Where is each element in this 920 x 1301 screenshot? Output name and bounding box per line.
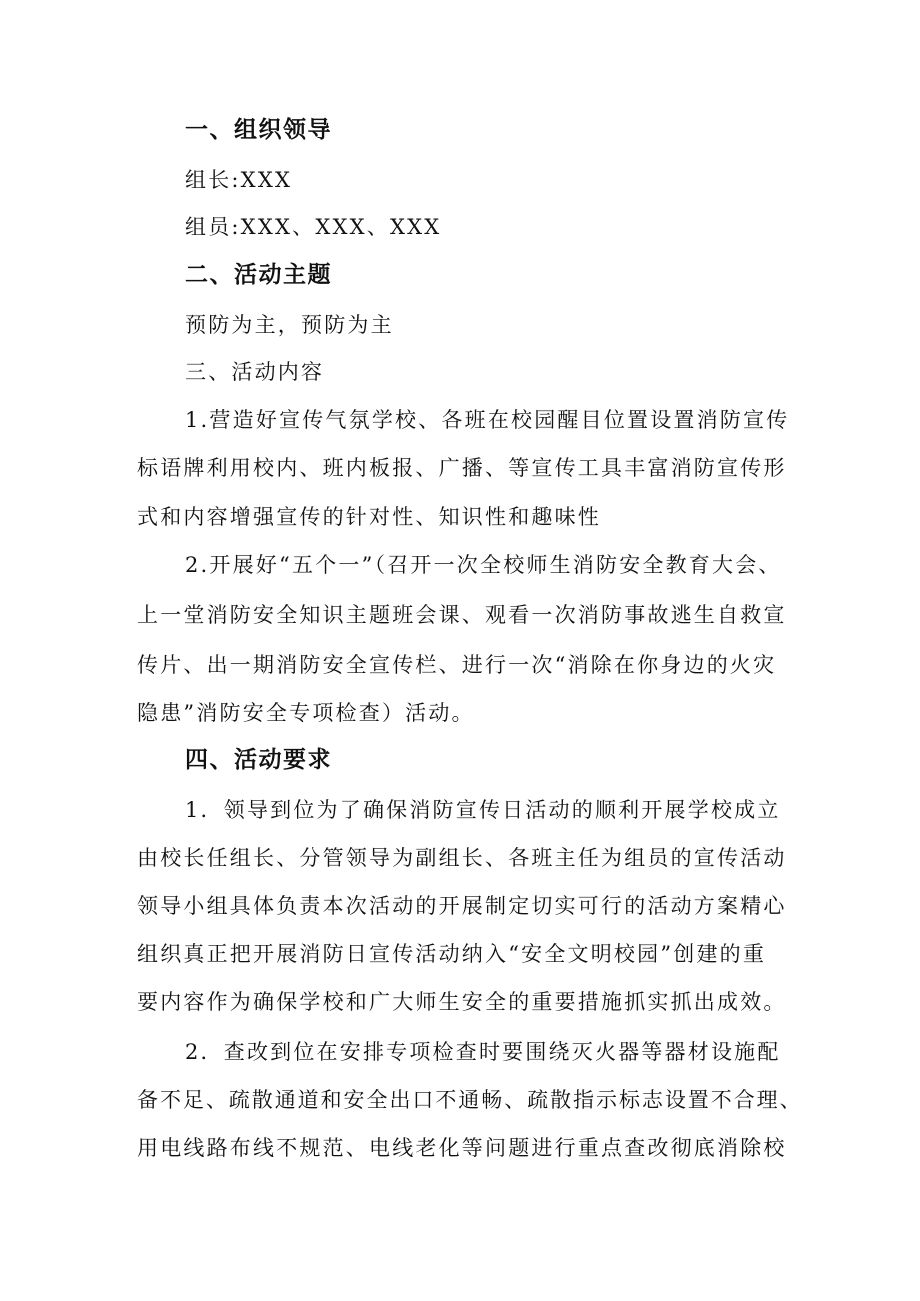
requirement-item1-line2: 由校长任组长、分管领导为副组长、各班主任为组员的宣传活动	[137, 846, 787, 870]
content-item1-line1: 1.营造好宣传气氛学校、各班在校园醒目位置设置消防宣传	[185, 408, 790, 432]
requirement-item1-line1: 1．领导到位为了确保消防宣传日活动的顺利开展学校成立	[185, 798, 781, 822]
section-3-heading: 三、活动内容	[185, 360, 325, 384]
requirement-item2-line2: 备不足、疏散通道和安全出口不通畅、疏散指示标志设置不合理、	[137, 1088, 803, 1112]
leader-line: 组长:XXX	[185, 168, 293, 192]
content-item1-line2: 标语牌利用校内、班内板报、广播、等宣传工具丰富消防宣传形	[137, 456, 787, 480]
section-1-heading: 一、组织领导	[185, 117, 332, 143]
content-item2-line2: 上一堂消防安全知识主题班会课、观看一次消防事故逃生自救宣	[137, 603, 787, 627]
section-4-heading: 四、活动要求	[185, 747, 332, 773]
content-item1-line3: 式和内容增强宣传的针对性、知识性和趣味性	[137, 505, 601, 529]
requirement-item1-line3: 领导小组具体负责本次活动的开展制定切实可行的活动方案精心	[137, 894, 787, 918]
content-item2-line4: 隐患”消防安全专项检查）活动。	[137, 701, 475, 725]
requirement-item2-line1: 2．查改到位在安排专项检查时要围绕灭火器等器材设施配	[185, 1040, 781, 1064]
members-line: 组员:XXX、XXX、XXX	[185, 215, 442, 239]
requirement-item1-line4: 组织真正把开展消防日宣传活动纳入“安全文明校园”创建的重	[137, 942, 767, 966]
requirement-item2-line3: 用电线路布线不规范、电线老化等问题进行重点查改彻底消除校	[137, 1136, 787, 1160]
theme-line: 预防为主，预防为主	[185, 313, 394, 337]
section-2-heading: 二、活动主题	[185, 262, 332, 288]
requirement-item1-line5: 要内容作为确保学校和广大师生安全的重要措施抓实抓出成效。	[137, 990, 787, 1014]
content-item2-line3: 传片、出一期消防安全宣传栏、进行一次“消除在你身边的火灾	[137, 653, 777, 677]
content-item2-line1: 2.开展好“五个一”（召开一次全校师生消防安全教育大会、	[185, 553, 782, 577]
